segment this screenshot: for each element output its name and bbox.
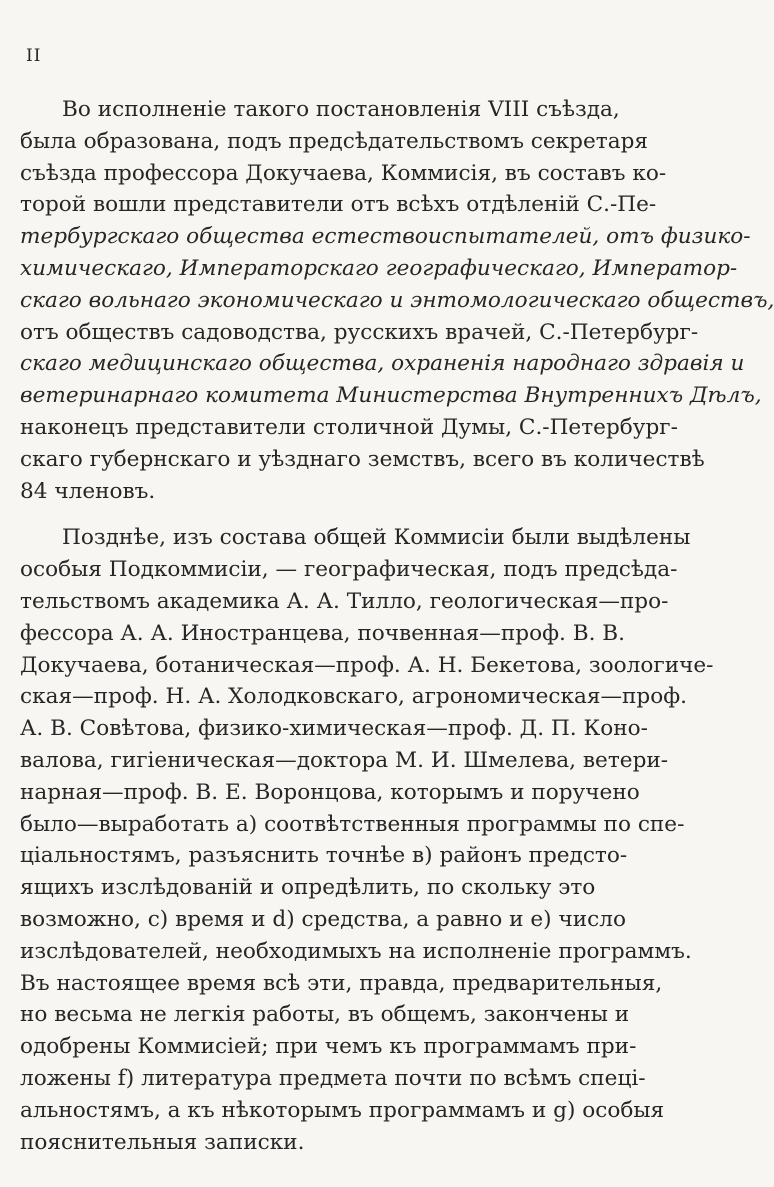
text-line: Докучаева, ботаническая—проф. А. Н. Бекетова, зоологиче- [20, 652, 714, 678]
text-line: отъ обществъ садоводства, русскихъ врачей, С.-Петербург- [20, 319, 699, 345]
text-line: ская—проф. Н. А. Холодковскаго, агрономическая—проф. [20, 684, 688, 710]
text-line: скаго медицинскаго общества, охраненія народнаго здравія и [20, 351, 745, 377]
text-line: валова, гигіеническая—доктора М. И. Шмелева, ветери- [20, 747, 669, 773]
text-line: ветеринарнаго комитета Министерства Внутреннихъ Дѣлъ, [20, 383, 762, 409]
text-line: но весьма не легкія работы, въ общемъ, закончены и [20, 1002, 630, 1028]
paragraph-gap [20, 507, 668, 522]
text-line: 84 членовъ. [20, 478, 156, 504]
text-line: фессора А. А. Иностранцева, почвенная—проф. В. В. [20, 620, 626, 646]
text-line: было—выработать a) соотвѣтственныя программы по спе- [20, 811, 685, 837]
text-line: тельствомъ академика А. А. Тилло, геологическая—про- [20, 588, 669, 614]
text-line: альностямъ, а къ нѣкоторымъ программамъ и g) особыя [20, 1097, 665, 1123]
text-line: съѣзда профессора Докучаева, Коммисія, въ составъ ко- [20, 160, 667, 186]
text-line: Въ настоящее время всѣ эти, правда, предварительныя, [20, 970, 663, 996]
text-line: изслѣдователей, необходимыхъ на исполненіе программъ. [20, 938, 692, 964]
body-text [20, 94, 774, 1158]
text-line: А. В. Совѣтова, физико-химическая—проф. Д. П. Коно- [20, 716, 648, 742]
text-line: пояснительныя записки. [20, 1129, 305, 1155]
text-line: наконецъ представители столичной Думы, С.-Петербург- [20, 414, 678, 440]
text-line: химическаго, Императорскаго географическаго, Император- [20, 255, 738, 281]
text-line: скаго вольнаго экономическаго и энтомологическаго обществъ, [20, 287, 774, 313]
text-line: одобрены Коммисіей; при чемъ къ программамъ при- [20, 1034, 637, 1060]
text-line: тербургскаго общества естествоиспытателей, отъ физико- [20, 224, 751, 250]
text-line: возможно, c) время и d) средства, а равно и e) число [20, 906, 626, 932]
text-line: Позднѣе, изъ состава общей Коммисіи были выдѣлены [62, 525, 691, 551]
paragraph-1 [20, 94, 774, 507]
text-line: особыя Подкоммисіи, — географическая, подъ предсѣда- [20, 557, 678, 583]
text-line: Во исполненіе такого постановленія VIII съѣзда, [62, 97, 620, 122]
text-line: ящихъ изслѣдованій и опредѣлить, по скольку это [20, 875, 596, 901]
text-line: скаго губернскаго и уѣзднаго земствъ, всего въ количествѣ [20, 446, 705, 472]
text-line: была образована, подъ предсѣдательствомъ секретаря [20, 128, 649, 154]
text-line: нарная—проф. В. Е. Воронцова, которымъ и поручено [20, 779, 640, 805]
text-line: торой вошли представители отъ всѣхъ отдѣленій С.-Пе- [20, 192, 657, 218]
page-number: II [26, 46, 42, 66]
paragraph-2 [20, 522, 714, 1158]
text-line: ціальностямъ, разъяснить точнѣе в) районъ предсто- [20, 843, 628, 869]
text-line: ложены f) литература предмета почти по всѣмъ спеці- [20, 1065, 646, 1091]
